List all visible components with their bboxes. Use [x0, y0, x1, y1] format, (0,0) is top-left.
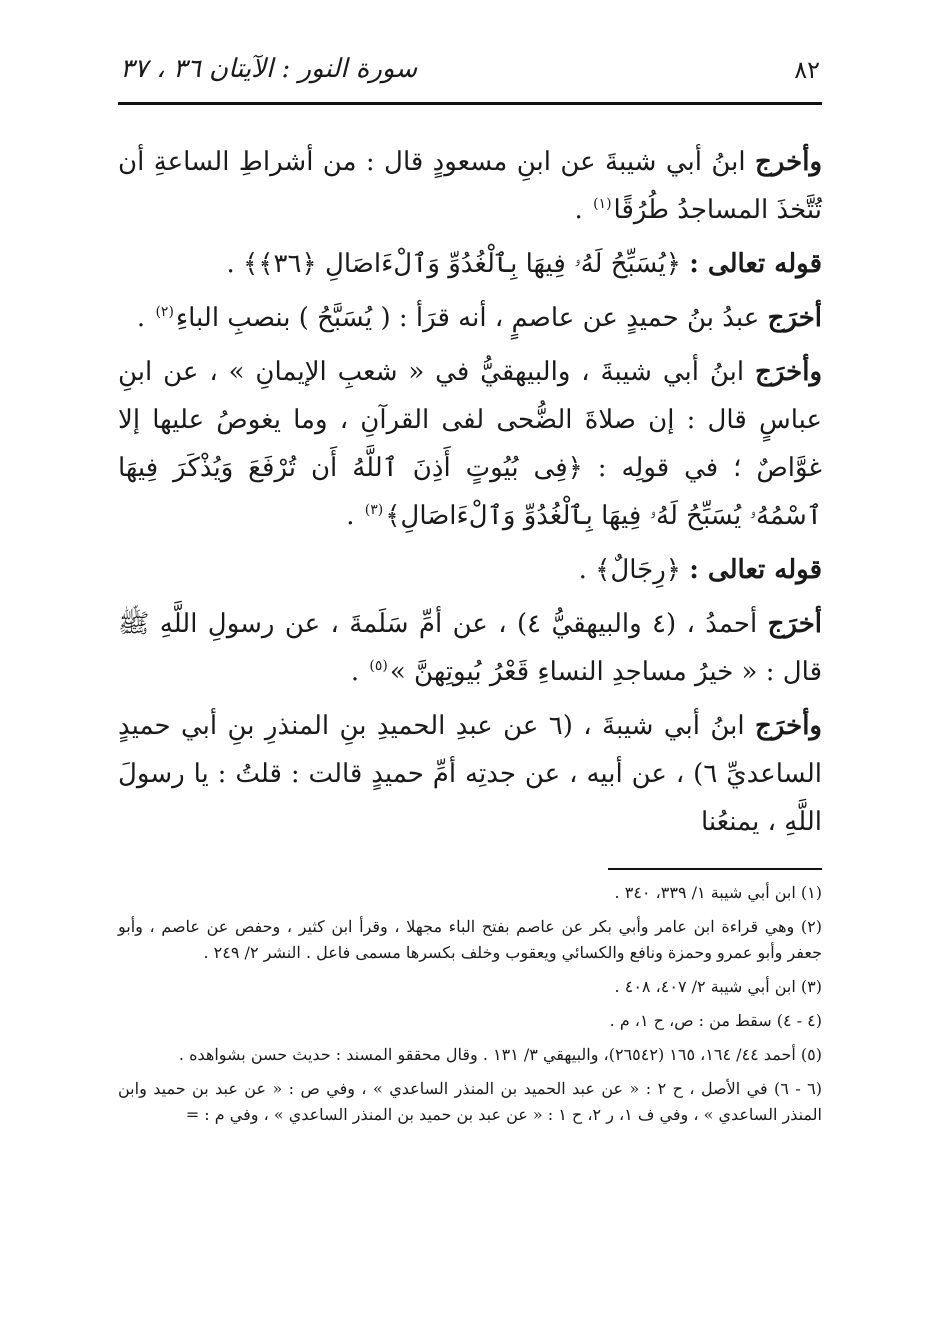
paragraph — [118, 546, 822, 594]
footnote-marker: (٥) — [369, 658, 388, 675]
paragraph-text: ابنُ أبي شيبةَ ، (٦ عن عبدِ الحميدِ بنِ المنذرِ بنِ أبي حميدٍ الساعديِّ ٦) ، عن أبيه ، عن جدتِه أمِّ حميدٍ قالت : قلتُ : يا رسولَ اللَّهِ ، يمنعُنا — [118, 711, 822, 837]
footnote: (٣) ابن أبي شيبة ٢/ ٤٠٧، ٤٠٨ . — [614, 977, 822, 996]
paragraph-tail: . — [346, 501, 363, 531]
paragraph — [118, 600, 822, 696]
paragraph — [118, 138, 822, 234]
paragraph-tail: . — [574, 195, 592, 225]
footnote: (٦ - ٦) في الأصل ، ح ٢ : « عن عبد الحميد بن المنذر الساعدي » ، وفي ص : « عن عبد بن حميد وابن المنذر الساعدي » ، وفي ف ١، ر ٢، ح ١ : « عن عبد بن حميد بن المنذر الساعدي » ، وفي م : = — [118, 1079, 822, 1124]
paragraph — [118, 240, 822, 288]
paragraph — [118, 294, 822, 342]
paragraph-text: أحمدُ ، (٤ والبيهقيُّ ٤) ، عن أمِّ سَلَمةَ ، عن رسولِ اللَّهِ ﷺ قال : « خيرُ مساجدِ النساءِ قَعْرُ بُيوتِهنَّ » — [118, 609, 822, 687]
paragraph-lead: قوله تعالى : — [689, 249, 822, 279]
paragraph-text: ابنُ أبي شيبةَ عن ابنِ مسعودٍ قال : من أشراطِ الساعةِ أن تُتَّخذَ المساجدُ طُرُقًا — [118, 147, 822, 225]
footnote-rule — [608, 868, 822, 870]
paragraph — [118, 702, 822, 846]
paragraph-lead: وأخرَج — [755, 711, 822, 741]
paragraph-lead: قوله تعالى : — [689, 555, 822, 585]
header-rule — [118, 102, 822, 105]
footnote: (٢) وهي قراءة ابن عامر وأبي بكر عن عاصم بفتح الباء مجهلا ، وقرأ ابن كثير ، وحفص عن عاصم ، وأبو جعفر وأبو عمرو وحمزة ونافع والكسائي ويعقوب وخلف بكسرها مسمى فاعل . النشر ٢/ ٢٤٩ . — [118, 917, 822, 962]
page-number: ٨٢ — [794, 56, 820, 84]
paragraph-text: ﴿رِجَالٌ﴾ . — [578, 555, 690, 585]
paragraph-lead: وأخرج — [755, 147, 822, 177]
paragraph-text: ابنُ أبي شيبةَ ، والبيهقيُّ في « شعبِ الإيمانِ » ، عن ابنِ عباسٍ قال : إن صلاةَ الضُّحى لفى القرآنِ ، وما يغوصُ عليها إلا غوَّاصٌ ؛ في قولِه : ﴿فِى بُيُوتٍ أَذِنَ ٱللَّهُ أَن تُرْفَعَ وَيُذْكَرَ فِيهَا ٱسْمُهُۥ يُسَبِّحُ لَهُۥ فِيهَا بِٱلْغُدُوِّ وَٱلْءَاصَالِ﴾ — [118, 357, 822, 531]
footnote-marker: (٢) — [155, 304, 174, 321]
paragraph-text: عبدُ بنُ حميدٍ عن عاصمٍ ، أنه قرَأ : ( يُسَبَّحُ ) بنصبِ الباءِ — [175, 303, 768, 333]
footnote: (١) ابن أبي شيبة ١/ ٣٣٩، ٣٤٠ . — [614, 883, 822, 902]
main-text — [118, 138, 822, 846]
running-title: سورة النور : الآيتان ٣٦ ، ٣٧ — [120, 54, 418, 84]
paragraph-tail: . — [350, 657, 368, 687]
paragraph-lead: أخرَج — [767, 609, 822, 639]
footnote-marker: (٣) — [364, 502, 384, 519]
paragraph-lead: أخرَج — [767, 303, 822, 333]
footnote: (٥) أحمد ٤٤/ ١٦٤، ١٦٥ (٢٦٥٤٢)، والبيهقي ٣/ ١٣١ . وقال محققو المسند : حديث حسن بشواهده . — [178, 1045, 822, 1064]
paragraph-tail: . — [136, 303, 154, 333]
footnotes — [118, 880, 822, 1128]
paragraph-text: ﴿يُسَبِّحُ لَهُۥ فِيهَا بِٱلْغُدُوِّ وَٱلْءَاصَالِ ﴿٣٦﴾﴾ . — [226, 249, 690, 279]
footnote: (٤ - ٤) سقط من : ص، ح ١، م . — [609, 1011, 822, 1030]
footnote-marker: (١) — [593, 196, 612, 213]
paragraph — [118, 348, 822, 540]
page-header — [120, 52, 820, 92]
paragraph-lead: وأخرَج — [755, 357, 822, 387]
